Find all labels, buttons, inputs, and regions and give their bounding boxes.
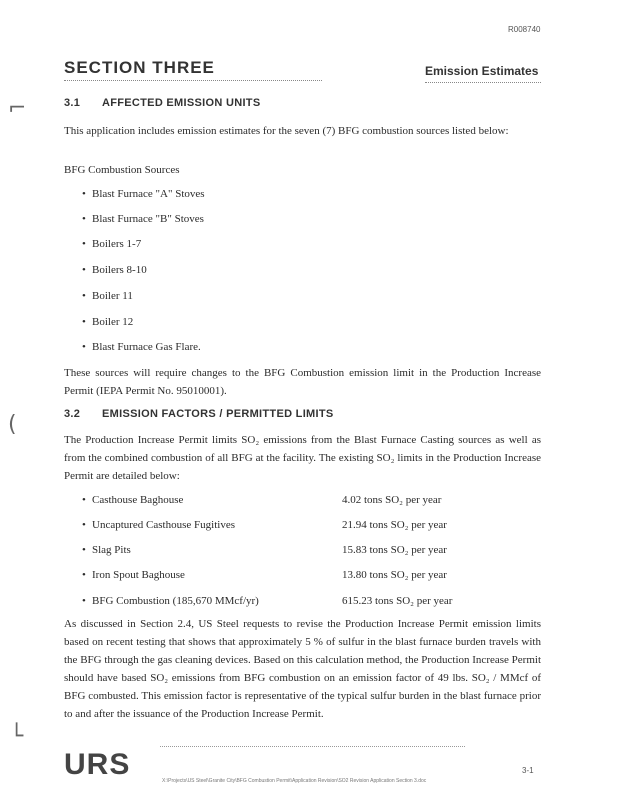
limit-row: • BFG Combustion (185,670 MMcf/yr) 615.23 tons SO₂ per year [82,595,453,607]
section-3-1-closing: These sources will require changes to the BFG Combustion emission limit in the Production Increase Permit (IEPA Permit No. 95010001). [64,367,541,397]
limit-source: BFG Combustion (185,670 MMcf/yr) [92,595,259,607]
list-item: • Boilers 8-10 [82,264,147,276]
list-item: • Blast Furnace Gas Flare. [82,341,201,353]
header-divider-right [425,82,541,83]
limit-source: Iron Spout Baghouse [92,569,185,581]
section-label: SECTION THREE [64,58,215,77]
punch-mark-icon: └ [10,724,24,749]
section-3-1-heading [64,97,260,109]
limit-row: • Iron Spout Baghouse 13.80 tons SO₂ per year [82,569,447,581]
limit-source: Casthouse Baghouse [92,494,184,506]
list-item: • Boiler 11 [82,290,133,302]
list-item: • Blast Furnace "B" Stoves [82,213,204,225]
header-divider [64,80,322,81]
limit-value: 13.80 tons SO₂ per year [342,569,447,581]
limit-value: 21.94 tons SO₂ per year [342,519,447,531]
section-number: 3.1 [64,97,81,109]
list-item: • Boiler 12 [82,316,134,328]
limit-row: • Uncaptured Casthouse Fugitives 21.94 tons SO₂ per year [82,519,447,531]
limit-value: 615.23 tons SO₂ per year [342,595,453,607]
section-3-2-closing: As discussed in Section 2.4, US Steel requests to revise the Production Increase Permit emission limits based on recent testing that shows that approximately 5 % of sulfur in the blast furnace burden travels with the BFG through the gas cleaning devices. Based on this calculation method, the Production Increase Permit should have based SO₂ emissions from BFG combustion on an emission factor of 49 lbs. SO₂ / MMcf of BFG combusted. This emission factor is representative of the typical sulfur burden in the blast furnace prior to and after the issuance of the Production Increase Permit. [64,618,541,720]
limit-source: Slag Pits [92,544,131,556]
document-id: R008740 [508,25,541,34]
limit-value: 15.83 tons SO₂ per year [342,544,447,556]
limit-source: Uncaptured Casthouse Fugitives [92,519,235,531]
limit-row: • Slag Pits 15.83 tons SO₂ per year [82,544,447,556]
limit-value: 4.02 tons SO₂ per year [342,494,442,506]
page-number: 3-1 [522,766,534,775]
punch-mark-icon: ( [8,412,17,437]
punch-mark-icon: ⌐ [8,96,27,121]
heading-text: EMISSION FACTORS / PERMITTED LIMITS [102,408,334,420]
limit-row: • Casthouse Baghouse 4.02 tons SO₂ per year [82,494,442,506]
list-item: • Blast Furnace "A" Stoves [82,188,205,200]
section-number: 3.2 [64,408,81,420]
section-title: Emission Estimates [425,64,539,78]
heading-text: AFFECTED EMISSION UNITS [102,97,261,109]
urs-logo: URS [64,748,131,781]
footer-file-path: X:\Projects\US Steel\Granite City\BFG Combustion Permit\Application Revision\SO2 Revision Application Section 3.doc [162,778,427,784]
section-3-2-intro: The Production Increase Permit limits SO₂ emissions from the Blast Furnace Casting sources as well as from the combined combustion of all BFG at the facility. The existing SO₂ limits in the Production Increase Permit are detailed below: [64,434,541,482]
footer-divider [160,746,465,747]
section-3-1-intro: This application includes emission estimates for the seven (7) BFG combustion sources listed below: [64,125,509,137]
list-item: • Boilers 1-7 [82,238,142,250]
section-3-2-heading [64,408,334,420]
sources-subheading: BFG Combustion Sources [64,164,180,176]
